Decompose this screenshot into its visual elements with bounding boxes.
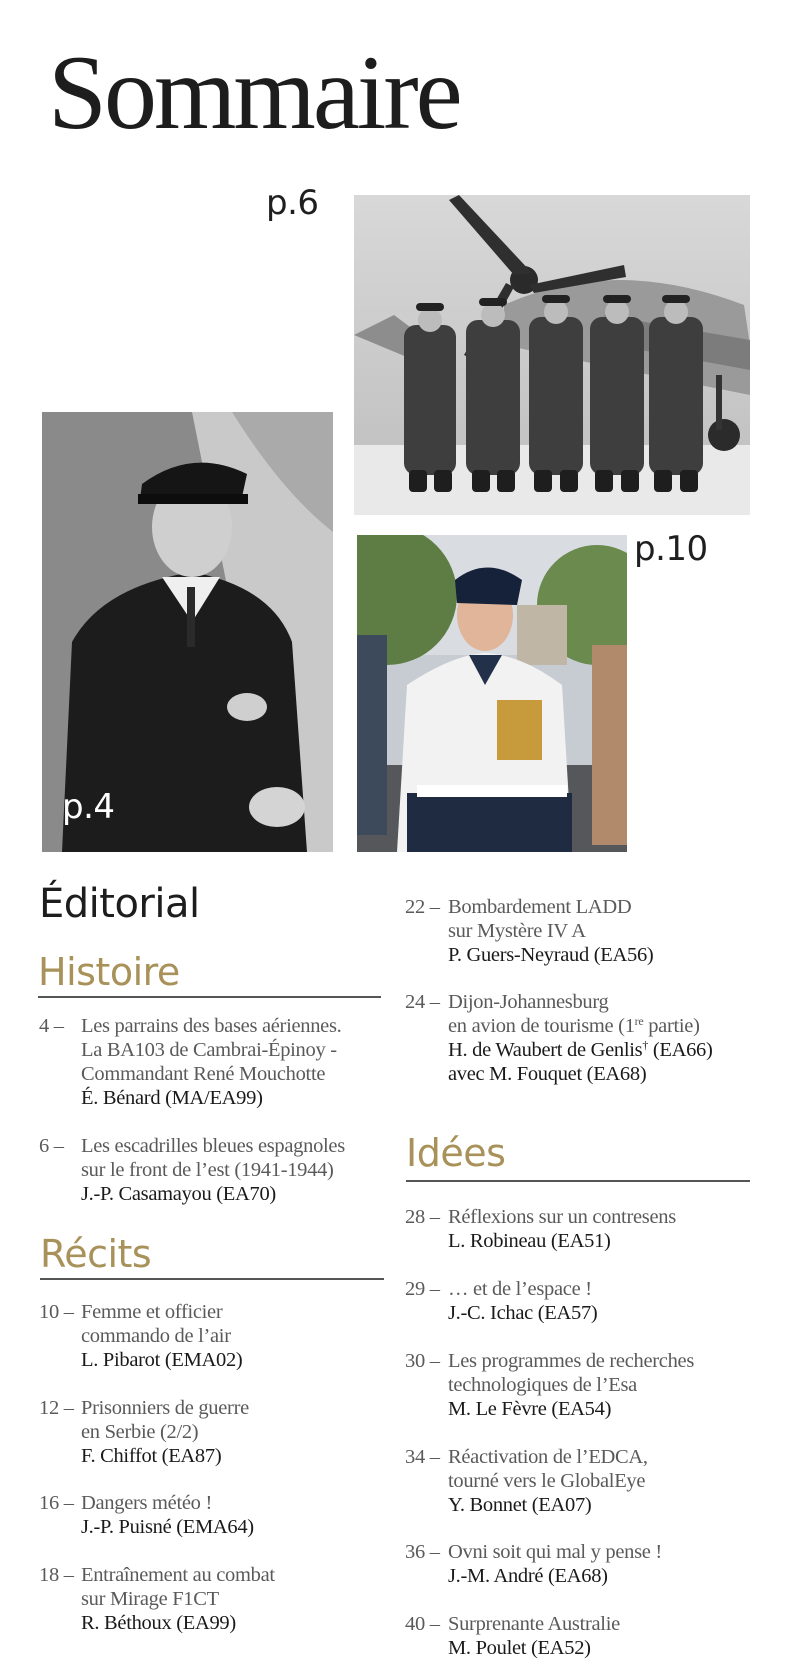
entry-author: J.-P. Puisné (EMA64) — [81, 1516, 254, 1538]
entry-author: J.-C. Ichac (EA57) — [448, 1302, 598, 1324]
pilots-photo[interactable] — [354, 195, 750, 515]
section-editorial[interactable]: Éditorial — [39, 881, 200, 927]
page-title: Sommaire — [48, 34, 460, 151]
entry-title: Les programmes de recherches — [448, 1350, 695, 1372]
page-number: 28 – — [405, 1206, 440, 1228]
page-number: 10 – — [39, 1301, 74, 1323]
entry-title: commando de l’air — [81, 1325, 231, 1347]
section-divider — [38, 996, 381, 998]
woman-officer-photo[interactable] — [357, 535, 627, 852]
page-number: 4 – — [39, 1015, 64, 1037]
entry-title: Entraînement au combat — [81, 1564, 275, 1586]
entry-title: sur Mystère IV A — [448, 920, 586, 942]
entry-title: sur Mirage F1CT — [81, 1588, 219, 1610]
entry-title-part: partie) — [643, 1015, 700, 1037]
entry-title: en Serbie (2/2) — [81, 1421, 199, 1443]
superscript: re — [634, 1014, 644, 1028]
page-number: 22 – — [405, 896, 440, 918]
entry-author: P. Guers-Neyraud (EA56) — [448, 944, 654, 966]
page-number: 30 – — [405, 1350, 440, 1372]
section-histoire: Histoire — [38, 950, 180, 994]
entry-title: Réflexions sur un contresens — [448, 1206, 676, 1228]
page-reference-p4: p.4 — [62, 787, 115, 827]
author-code: (EA66) — [648, 1039, 713, 1061]
entry-title: tourné vers le GlobalEye — [448, 1470, 646, 1492]
page-number: 36 – — [405, 1541, 440, 1563]
entry-title-part: en avion de tourisme (1 — [448, 1015, 635, 1037]
entry-title: Prisonniers de guerre — [81, 1397, 249, 1419]
page-number: 18 – — [39, 1564, 74, 1586]
section-divider — [406, 1180, 750, 1182]
entry-title: Ovni soit qui mal y pense ! — [448, 1541, 662, 1563]
page-number: 6 – — [39, 1135, 64, 1157]
entry-author: Y. Bonnet (EA07) — [448, 1494, 592, 1516]
entry-author: J.-M. André (EA68) — [448, 1565, 608, 1587]
section-divider — [40, 1278, 384, 1280]
entry-title: Dijon-Johannesburg — [448, 991, 609, 1013]
entry-title: La BA103 de Cambrai-Épinoy - — [81, 1039, 337, 1061]
entry-author: L. Pibarot (EMA02) — [81, 1349, 243, 1371]
entry-author: F. Chiffot (EA87) — [81, 1445, 222, 1467]
entry-author: É. Bénard (MA/EA99) — [81, 1087, 263, 1109]
entry-author — [448, 1038, 713, 1062]
page-reference-p6: p.6 — [266, 183, 319, 223]
page-number: 40 – — [405, 1613, 440, 1635]
entry-author: J.-P. Casamayou (EA70) — [81, 1183, 276, 1205]
author-name: H. de Waubert de Genlis — [448, 1039, 643, 1061]
page-number: 16 – — [39, 1492, 74, 1514]
entry-author: L. Robineau (EA51) — [448, 1230, 611, 1252]
entry-title: Réactivation de l’EDCA, — [448, 1446, 648, 1468]
section-idees: Idées — [406, 1131, 506, 1175]
entry-author: avec M. Fouquet (EA68) — [448, 1063, 647, 1085]
page-reference-p10: p.10 — [634, 529, 708, 569]
entry-title: … et de l’espace ! — [448, 1278, 592, 1300]
page-number: 12 – — [39, 1397, 74, 1419]
entry-title: Commandant René Mouchotte — [81, 1063, 326, 1085]
officer-portrait-photo[interactable] — [42, 412, 333, 852]
page-number: 34 – — [405, 1446, 440, 1468]
entry-title: Bombardement LADD — [448, 896, 632, 918]
page-number: 29 – — [405, 1278, 440, 1300]
entry-title: Surprenante Australie — [448, 1613, 620, 1635]
entry-title: Dangers météo ! — [81, 1492, 212, 1514]
entry-title: technologiques de l’Esa — [448, 1374, 637, 1396]
deceased-mark: † — [642, 1038, 649, 1052]
entry-title: Les parrains des bases aériennes. — [81, 1015, 342, 1037]
section-recits: Récits — [40, 1232, 152, 1276]
entry-title — [448, 1014, 713, 1038]
entry-author: M. Poulet (EA52) — [448, 1637, 591, 1659]
entry-author: M. Le Fèvre (EA54) — [448, 1398, 612, 1420]
entry-title: sur le front de l’est (1941-1944) — [81, 1159, 334, 1181]
page-number: 24 – — [405, 991, 440, 1013]
entry-title: Les escadrilles bleues espagnoles — [81, 1135, 345, 1157]
entry-title: Femme et officier — [81, 1301, 223, 1323]
entry-author: R. Béthoux (EA99) — [81, 1612, 236, 1634]
